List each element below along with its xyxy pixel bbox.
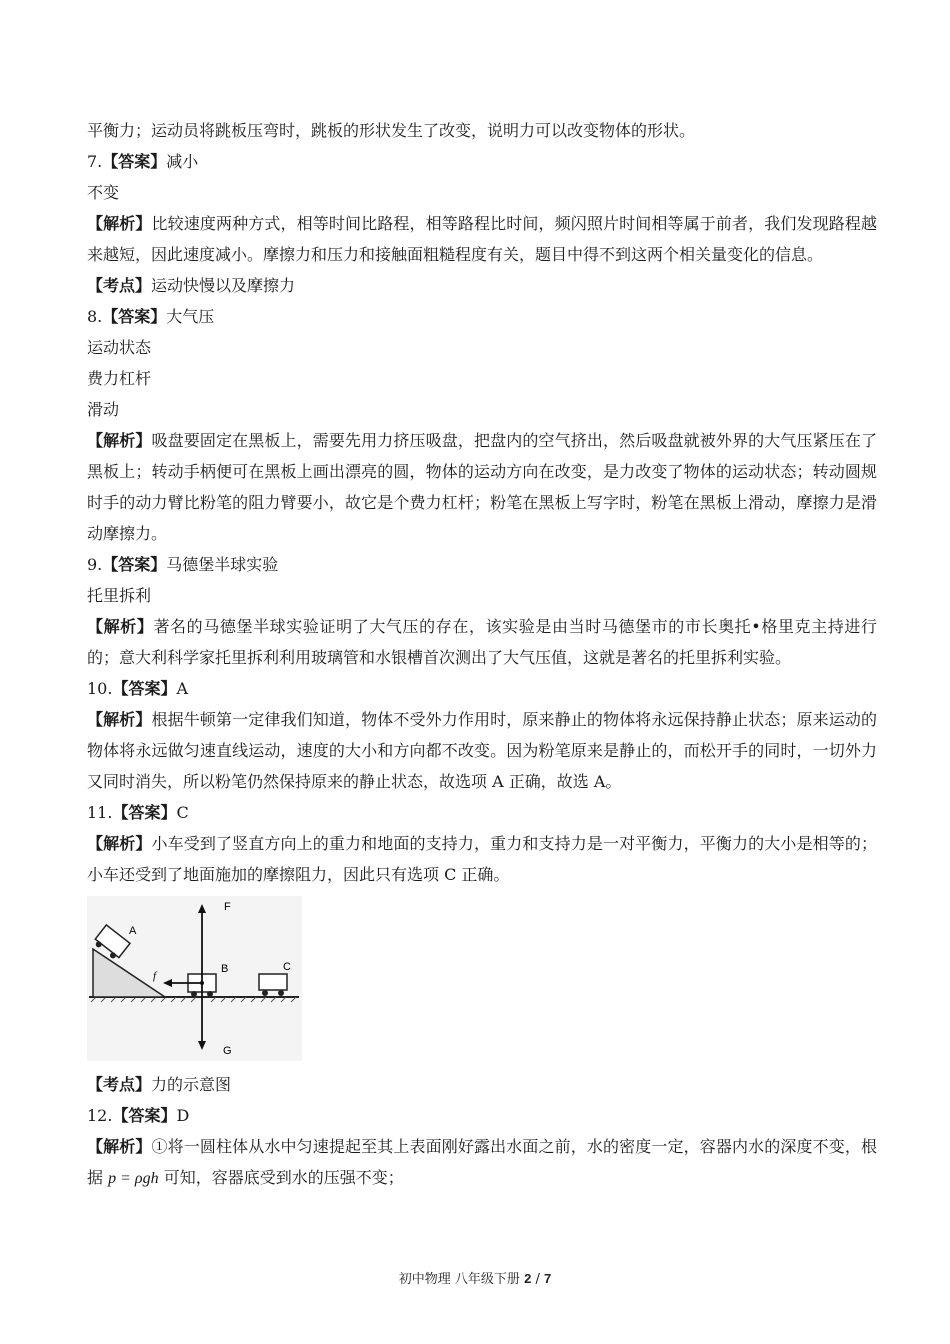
label-b: B <box>221 963 229 975</box>
answer-line: 托里拆利 <box>87 586 152 605</box>
answer-line: 不变 <box>87 183 120 202</box>
keypoint-tag: 【考点】 <box>87 276 152 295</box>
answer-line-q9 <box>87 549 877 580</box>
answer-tag: 【答案】 <box>102 555 167 574</box>
answer-tag: 【答案】 <box>102 307 167 326</box>
analysis-tag: 【解析】 <box>87 834 152 853</box>
pressure-formula: p = ρgh <box>108 1170 159 1187</box>
question-number: 7. <box>87 152 103 171</box>
answer-line: 运动状态 <box>87 338 152 357</box>
analysis-text: 比较速度两种方式，相等时间比路程，相等路程比时间，频闪照片时间相等属于前者，我们发现路程越来越短，因此速度减小。摩擦力和压力和接触面粗糙程度有关，题目中得不到这两个相关量变化的信息。 <box>87 214 877 264</box>
answer-tag: 【答案】 <box>112 1106 177 1125</box>
answer-tag: 【答案】 <box>112 803 177 822</box>
question-number: 10. <box>87 679 113 698</box>
car-b-wheel <box>191 991 197 997</box>
analysis-tag: 【解析】 <box>87 710 152 729</box>
force-diagram-figure <box>87 896 302 1061</box>
analysis-paragraph-q12 <box>87 1131 877 1194</box>
analysis-text: 著名的马德堡半球实验证明了大气压的存在，该实验是由当时马德堡市的市长奥托•格里克主持进行的；意大利科学家托里拆利利用玻璃管和水银槽首次测出了大气压值，这就是著名的托里拆利实验。 <box>87 617 877 667</box>
answer-text: 减小 <box>166 152 199 171</box>
answer-text: 大气压 <box>166 307 215 326</box>
label-friction: f <box>153 970 157 982</box>
analysis-text: 根据牛顿第一定律我们知道，物体不受外力作用时，原来静止的物体将永远保持静止状态；原来运动的物体将永远做匀速直线运动，速度的大小和方向都不改变。因为粉笔原来是静止的，而松开手的同时，一切外力又同时消失，所以粉笔仍然保持原来的静止状态，故选项 A 正确，故选 A。 <box>87 710 877 791</box>
car-c-wheel <box>262 990 268 996</box>
answer-line-q12 <box>87 1100 877 1131</box>
analysis-tag: 【解析】 <box>87 214 152 233</box>
question-number: 8. <box>87 307 103 326</box>
question-number: 12. <box>87 1106 113 1125</box>
label-a: A <box>129 925 137 937</box>
analysis-tag: 【解析】 <box>87 617 154 636</box>
answer-tag: 【答案】 <box>102 152 167 171</box>
label-c: C <box>283 961 291 973</box>
analysis-text: ①将一圆柱体从水中匀速提起至其上表面刚好露出水面之前，水的密度一定，容器内水的深度不变，根据 <box>87 1137 877 1187</box>
analysis-text: 可知，容器底受到水的压强不变； <box>163 1168 404 1187</box>
analysis-tag: 【解析】 <box>87 1137 152 1156</box>
footer-page-total: 7 <box>543 1271 552 1286</box>
answer-line: 滑动 <box>87 400 120 419</box>
car-c-body <box>259 974 287 990</box>
analysis-paragraph-q10 <box>87 704 877 797</box>
answer-line-q7 <box>87 146 877 177</box>
answer-text: A <box>176 679 189 698</box>
answer-text: 马德堡半球实验 <box>166 555 279 574</box>
question-number: 9. <box>87 555 103 574</box>
keypoint-line-q11 <box>87 1069 877 1100</box>
document-body <box>87 115 877 1194</box>
footer-title: 初中物理 八年级下册 <box>398 1272 520 1287</box>
label-g: G <box>223 1045 232 1057</box>
page-footer <box>0 1268 950 1287</box>
keypoint-text: 运动快慢以及摩擦力 <box>151 276 296 295</box>
answer-text: D <box>176 1106 190 1125</box>
analysis-paragraph-q7 <box>87 208 877 270</box>
answer-line-q10 <box>87 673 877 704</box>
analysis-paragraph-q8 <box>87 425 877 549</box>
answer-tag: 【答案】 <box>112 679 177 698</box>
label-f-up: F <box>224 901 231 913</box>
answer-text: C <box>176 803 189 822</box>
analysis-text: 小车受到了竖直方向上的重力和地面的支持力，重力和支持力是一对平衡力，平衡力的大小是相等的；小车还受到了地面施加的摩擦阻力，因此只有选项 C 正确。 <box>87 834 877 884</box>
analysis-tag: 【解析】 <box>87 431 152 450</box>
analysis-text: 吸盘要固定在黑板上，需要先用力挤压吸盘，把盘内的空气挤出，然后吸盘就被外界的大气压紧压在了黑板上；转动手柄便可在黑板上画出漂亮的圆，物体的运动方向在改变，是力改变了物体的运动状态；转动圆规时手的动力臂比粉笔的阻力臂要小，故它是个费力杠杆；粉笔在黑板上写字时，粉笔在黑板上滑动，摩擦力是滑动摩擦力。 <box>87 431 877 543</box>
answer-line-q11 <box>87 797 877 828</box>
keypoint-line-q7 <box>87 270 877 301</box>
car-b-wheel <box>207 991 213 997</box>
answer-line-q8 <box>87 301 877 332</box>
force-origin-point <box>200 981 204 985</box>
text-line: 平衡力；运动员将跳板压弯时，跳板的形状发生了改变，说明力可以改变物体的形状。 <box>87 121 696 140</box>
analysis-paragraph-q9 <box>87 611 877 673</box>
question-number: 11. <box>87 803 113 822</box>
footer-page-number: 2 <box>524 1271 532 1286</box>
keypoint-text: 力的示意图 <box>151 1075 232 1094</box>
keypoint-tag: 【考点】 <box>87 1075 152 1094</box>
analysis-paragraph-q11 <box>87 828 877 890</box>
car-c-wheel <box>278 990 284 996</box>
footer-separator: / <box>535 1272 540 1287</box>
answer-line: 费力杠杆 <box>87 369 152 388</box>
